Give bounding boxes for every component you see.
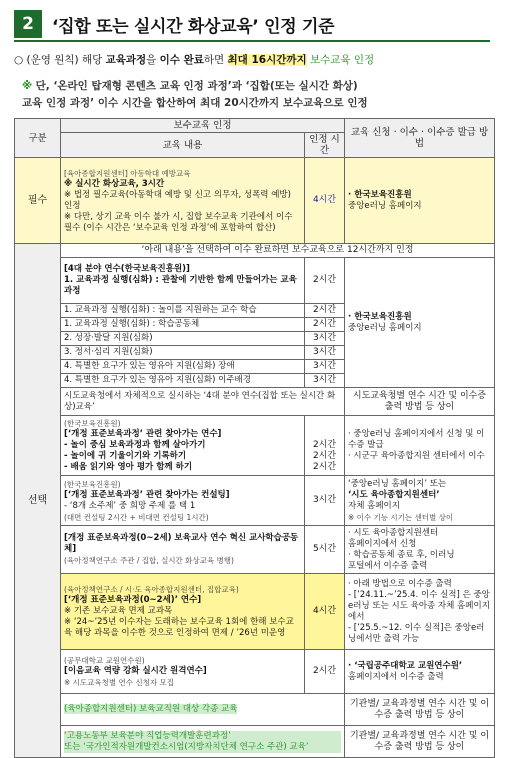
required-category: 필수	[15, 158, 61, 244]
elective-category: 선택	[15, 244, 61, 758]
city-row: 시도교육청에서 자체적으로 실시하는 ‘4대 분야 연수(집합 또는 실시간 화상)교육’	[61, 388, 345, 416]
required-hours: 4시간	[305, 158, 345, 244]
principle-line: ○ (운영 원칙) 해당 교육과정을 이수 완료하면 최대 16시간까지 보수교육 인정	[14, 54, 375, 66]
table-row: 2. 성장·발달 지원(심화)	[61, 332, 305, 346]
header-content: 교육 내용	[61, 133, 305, 158]
center-row: (육아종합지원센터) 보육교직원 대상 각종 교육	[61, 694, 345, 726]
header-category: 구분	[15, 119, 61, 158]
header-divider	[14, 40, 490, 42]
twoyear-method: · 아래 방법으로 이수증 출력 - [’24.11.~’25.4. 이수 실적] 은 중앙e러닝 또는 시도 육아종 자체 홈페이지에서 - [’25.5.~12. 이수 실적]은 중앙e러닝에서만 출력 가능	[345, 574, 495, 650]
twoyear-row: (육아정책연구소 / 시·도 육아종합지원센터, 집합교육) [‘개정 표준보육과정(0~2세)’ 연수] ※ 기존 보수교육 면제 교과목 ※ ‘24~’25년 이수자는 도래하는 보수교육 1회에 한해 보수교육 해당 과목을 이수한 것으로 인정하여 면제 / ’26년 미운영	[61, 574, 305, 650]
header-method: 교육 신청 · 이수 · 이수증 발급 방법	[345, 119, 495, 158]
table-row: 4. 특별한 요구가 있는 영유아 지원(심화) 이주배경	[61, 374, 305, 388]
section-title: ‘집합 또는 실시간 화상교육’ 인정 기준	[52, 17, 335, 37]
header-hours: 인정 시간	[305, 133, 345, 158]
visit-method: · 중앙e러닝 홈페이지에서 신청 및 이수증 발급 · 시군구 육아종합지원 센터에서 이수	[345, 416, 495, 476]
learning-row: [개정 표준보육과정(0~2세) 보육교사 연수 혁신 교사학습공동체] (육아정책연구소 주관 / 집합, 실시간 화상교육 병행)	[61, 526, 305, 574]
required-content: [육아종합지원센터] 아동학대 예방교육 ※ 실시간 화상교육, 3시간 ※ 법정 필수교육(아동학대 예방 및 신고 의무자, 성폭력 예방) 인정 ※ 다만, 상기 교육 이수 불가 시, 집합 보수교육 기관에서 이수 필수 (이수 시간은 ‘보수교육 인정 과정’에 포함하여 합산)	[61, 158, 305, 244]
visit-row: (한국보육진흥원) [‘개정 표준보육과정’ 관련 찾아가는 연수] - 놀이 중심 보육과정과 함께 살아가기 - 놀이에 귀 기울이기와 기록하기 - 배움 읽기와 영아 평가 함께 하기	[61, 416, 305, 476]
table-row: 3. 정서·심리 지원(심화)	[61, 346, 305, 360]
city-method: 시도교육청별 연수 시간 및 이수증 출력 방법 등 상이	[345, 388, 495, 416]
table-row: 1. 교육과정 실행(심화) : 학습공동체	[61, 318, 305, 332]
principle-paren: (운영 원칙)	[26, 54, 79, 66]
table-row: 1. 교육과정 실행(심화) : 놀이를 지원하는 교수 학습	[61, 304, 305, 318]
learning-method: · 시도 육아종합지원센터 홈페이지에서 신청 · 학습공동체 종료 후, 이러닝 포털에서 이수증 출력	[345, 526, 495, 574]
consult-method: ‘중앙e러닝 홈페이지’ 또는 ‘시도 육아종합지원센터’ 자체 홈페이지 ※ 이수 기능 시기는 센터별 상이	[345, 476, 495, 526]
max-hours-highlight: 최대 16시간까지	[227, 54, 307, 66]
labor-row: ‘고용노동부 보육분야 직업능력개발훈련과정’ 또는 ‘국가인적자원개발컨소시엄(지방자치단체 연구소 주관) 교육’	[61, 726, 345, 758]
required-method: · 한국보육진흥원 중앙e러닝 홈페이지	[345, 158, 495, 244]
labor-method: 기관별/ 교육과정별 연수 시간 및 이수증 출력 방법 등 상이	[345, 726, 495, 758]
online-row: (공무대학교 교원연수원) [이음교육 역량 강화 실시간 원격연수] ※ 시도교육청별 연수 신청자 모집	[61, 650, 305, 694]
online-method: · ‘국립공주대학교 교원연수원’ 홈페이지에서 이수증 출력	[345, 650, 495, 694]
elective-notice: ‘아래 내용’을 선택하여 이수 완료하면 보수교육으로 12시간까지 인정	[61, 244, 495, 258]
bullet-icon: ○	[14, 54, 24, 66]
center-method: 기관별/ 교육과정별 연수 시간 및 이수증 출력 방법 등 상이	[345, 694, 495, 726]
recognition-table: 구분 보수교육 인정 교육 신청 · 이수 · 이수증 발급 방법 교육 내용 인정 시간 필수 [육아종합지원센터] 아동학대 예방교육 ※ 실시간 화상교육, 3시간 ※ 법정 필수교육(아동학대 예방 및 신고 의무자, 성폭력 예방) 인정 ※ 다만, 상기 교육 이수 불가 시, 집합 보수교육 기관에서 이수 필수 (이수 시간은 ‘보수교육 인정 과정’에 포함하여 합산) 4시간 · 한국보육진흥원 중앙e러닝 홈페이지 선택 ‘아래 내용’을 선택하여 이수 완료하면 보수교육으로 12시간까지 인정 [4대 분야 연수(한국보육진흥원)] 1. 교육과정 실행(심화) : 관찰에 기반한 함께 만들어가는 교육과정 2시간 · 한국보육진흥원 중앙e러닝 홈페이지 1. 교육과정 실행(심화) : 놀이를 지원하는 교수 학습 2시간 1. 교육과정 실행(심화) : 학습공동체 2시간 2. 성장·발달 지원(심화) 3시간 3. 정서·심리 지원(심화) 3시간 4. 특별한 요구가 있는 영유아 지원(심화) 장애 3시간 4. 특별한 요구가 있는 영유아 지원(심화) 이주배경 3시간 시도교육청에서 자체적으로 실시하는 ‘4대 분야 연수(집합 또는 실시간 화상)교육’ 시도교육청별 연수 시간 및 이수증 출력 방법 등 상이 (한국보육진흥원) [‘개정 표준보육과정’ 관련 찾아가는 연수] - 놀이 중심 보육과정과 함께 살아가기 - 놀이에 귀 기울이기와 기록하기 - 배움 읽기와 영아 평가 함께 하기 2시간 2시간 2시간 · 중앙e러닝 홈페이지에서 신청 및 이수증 발급 · 시군구 육아종합지원 센터에서 이수 (한국보육진흥원) [‘개정 표준보육과정’ 관련 찾아가는 컨설팅] - ‘8개 소주제’ 중 희망 주제 를 택 1 (대면 컨설팅 2시간 + 비대면 컨설팅 1시간) 3시간 ‘중앙e러닝 홈페이지’ 또는 ‘시도 육아종합지원센터’ 자체 홈페이지 ※ 이수 기능 시기는 센터별 상이 [개정 표준보육과정(0~2세) 보육교사 연수 혁신 교사학습공동체] (육아정책연구소 주관 / 집합, 실시간 화상교육 병행) 5시간 · 시도 육아종합지원센터 홈페이지에서 신청 · 학습공동체 종료 후, 이러닝 포털에서 이수증 출력 (육아정책연구소 / 시·도 육아종합지원센터, 집합교육) [‘개정 표준보육과정(0~2세)’ 연수] ※ 기존 보수교육 면제 교과목 ※ ‘24~’25년 이수자는 도래하는 보수교육 1회에 한해 보수교육 해당 과목을 이수한 것으로 인정하여 면제 / ’26년 미운영 4시간 · 아래 방법으로 이수증 출력 - [’24.11.~’25.4. 이수 실적] 은 중앙e러닝 또는 시도 육아종 자체 홈페이지에서 - [’25.5.~12. 이수 실적]은 중앙e러닝에서만 출력 가능 (공무대학교 교원연수원) [이음교육 역량 강화 실시간 원격연수] ※ 시도교육청별 연수 신청자 모집 2시간 · ‘국립공주대학교 교원연수원’ 홈페이지에서 이수증 출력 (육아종합지원센터) 보육교직원 대상 각종 교육 기관별/ 교육과정별 연수 시간 및 이수증 출력 방법 등 상이 ‘고용노동부 보육분야 직업능력개발훈련과정’ 또는 ‘국가인적자원개발컨소시엄(지방자치단체 연구소 주관) 교육’ 기관별/ 교육과정별 연수 시간 및 이수증 출력 방법 등 상이	[14, 118, 495, 758]
header-group: 보수교육 인정	[61, 119, 345, 133]
section-number: 2	[14, 10, 42, 38]
four-field-method: · 한국보육진흥원 중앙e러닝 홈페이지	[345, 258, 495, 388]
asterisk-icon: ※	[22, 80, 33, 92]
section-header	[14, 10, 490, 40]
table-row: [4대 분야 연수(한국보육진흥원)] 1. 교육과정 실행(심화) : 관찰에 기반한 함께 만들어가는 교육과정	[61, 258, 305, 304]
consult-row: (한국보육진흥원) [‘개정 표준보육과정’ 관련 찾아가는 컨설팅] - ‘8개 소주제’ 중 희망 주제 를 택 1 (대면 컨설팅 2시간 + 비대면 컨설팅 1시간)	[61, 476, 305, 526]
exception-note: ※ 단, ‘온라인 탑재형 콘텐츠 교육 인정 과정’과 ‘집합(또는 실시간 화상) 교육 인정 과정’ 이수 시간을 합산하여 최대 20시간까지 보수교육으로 인정	[22, 80, 368, 109]
table-row: 4. 특별한 요구가 있는 영유아 지원(심화) 장애	[61, 360, 305, 374]
